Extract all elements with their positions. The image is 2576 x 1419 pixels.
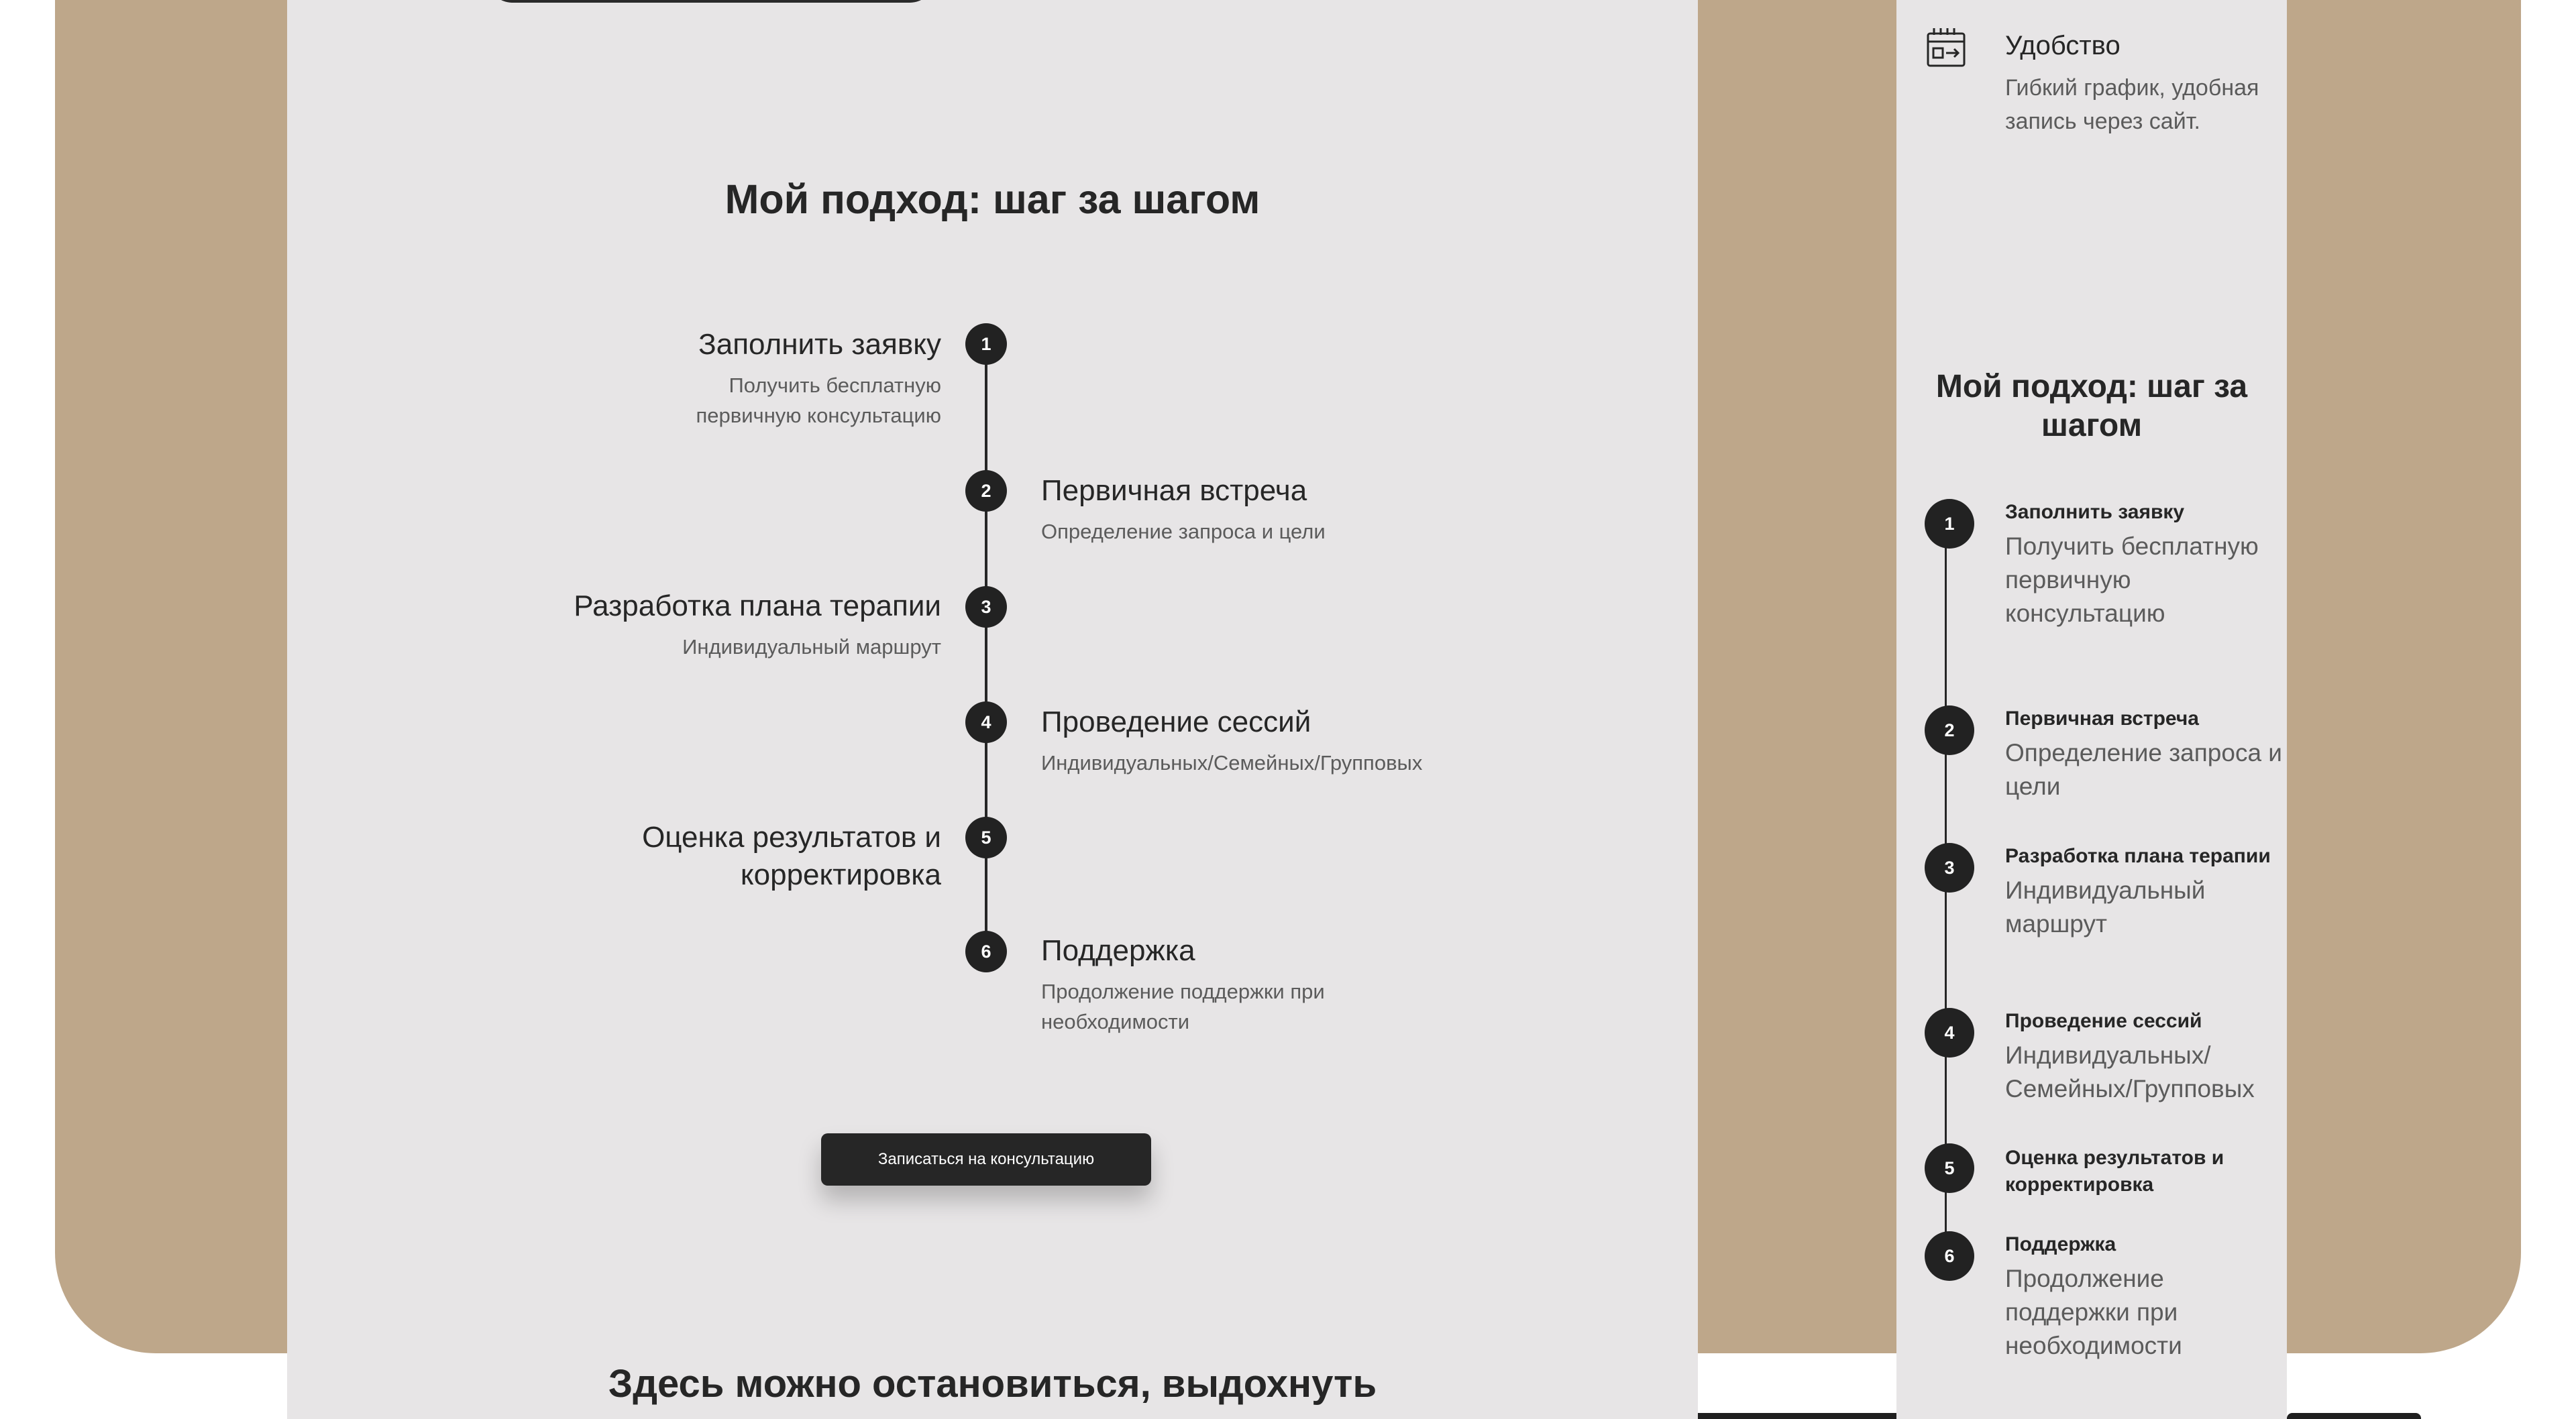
step-description: Индивидуальных/Семейных/Групповых — [1041, 751, 1423, 775]
step-number-badge: 3 — [1925, 843, 1974, 893]
step-title: Первичная встреча — [2005, 707, 2199, 730]
step-title: Оценка результатов и корректировка — [642, 821, 941, 891]
step-number-badge: 1 — [965, 323, 1007, 365]
step-description: Индивидуальный маршрут — [2005, 876, 2206, 938]
step-description: Индивидуальный маршрут — [682, 635, 941, 659]
step-title: Первичная встреча — [1041, 474, 1307, 507]
decorative-strip — [1698, 1413, 1896, 1419]
step-description: Индивидуальных/ Семейных/Групповых — [2005, 1041, 2255, 1102]
step-number-badge: 5 — [965, 817, 1007, 858]
step-2 — [2005, 705, 2287, 803]
step-2 — [1041, 472, 1544, 547]
step-description: Продолжение поддержки при необходимости — [1041, 980, 1325, 1033]
approach-title: Мой подход: шаг за шагом — [724, 176, 1260, 222]
step-title: Заполнить заявку — [698, 328, 941, 361]
step-title: Поддержка — [1041, 934, 1195, 967]
step-number-badge: 6 — [1925, 1231, 1974, 1281]
step-description: Определение запроса и цели — [1041, 520, 1326, 543]
step-description: Определение запроса и цели — [2005, 739, 2282, 800]
step-number-badge: 4 — [965, 701, 1007, 743]
next-section-title: Здесь можно остановиться, выдохнуть — [608, 1362, 1377, 1406]
step-number-badge: 1 — [1925, 499, 1974, 549]
step-title: Разработка плана терапии — [2005, 845, 2271, 867]
step-number-badge: 5 — [1925, 1143, 1974, 1193]
step-4 — [1041, 703, 1544, 778]
step-title: Заполнить заявку — [2005, 501, 2185, 523]
step-5 — [438, 819, 941, 894]
step-6 — [2005, 1231, 2287, 1363]
feature-description: Гибкий график, удобная запись через сайт. — [2005, 75, 2259, 134]
step-number-badge: 2 — [1925, 705, 1974, 755]
step-title: Разработка плана терапии — [574, 589, 941, 622]
step-description: Получить бесплатную первичную консультацию — [696, 374, 941, 427]
step-title: Поддержка — [2005, 1233, 2116, 1255]
step-1 — [438, 326, 941, 431]
step-3 — [438, 587, 941, 662]
step-5 — [2005, 1145, 2287, 1198]
step-1 — [2005, 499, 2287, 630]
step-title: Проведение сессий — [1041, 705, 1311, 738]
step-3 — [2005, 843, 2287, 941]
feature-title: Удобство — [2005, 31, 2121, 60]
desktop-preview — [287, 0, 1698, 1419]
step-4 — [2005, 1008, 2287, 1106]
book-consultation-button[interactable]: Записаться на консультацию — [821, 1133, 1151, 1186]
step-description: Продолжение поддержки при необходимости — [2005, 1265, 2182, 1359]
step-title: Оценка результатов и корректировка — [2005, 1147, 2224, 1196]
step-title: Проведение сессий — [2005, 1010, 2202, 1032]
calendar-schedule-icon — [1925, 25, 1968, 70]
step-number-badge: 2 — [965, 470, 1007, 512]
step-6 — [1041, 932, 1417, 1037]
step-number-badge: 6 — [965, 931, 1007, 972]
step-number-badge: 4 — [1925, 1008, 1974, 1058]
mobile-preview — [1896, 0, 2287, 1419]
step-number-badge: 3 — [965, 586, 1007, 628]
approach-title: Мой подход: шаг за шагом — [1935, 369, 2248, 443]
step-description: Получить бесплатную первичную консультацию — [2005, 532, 2259, 627]
hero-image-bottom — [487, 0, 935, 3]
decorative-strip — [2287, 1413, 2421, 1419]
